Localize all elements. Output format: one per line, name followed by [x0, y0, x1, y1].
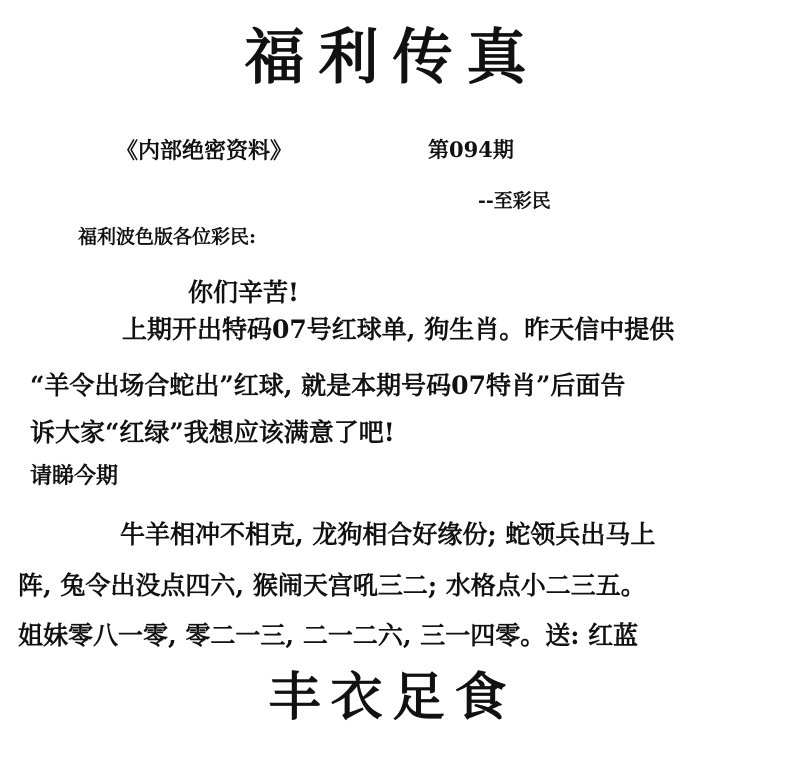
issue-number: 第094期: [428, 137, 514, 162]
document-subtitle: 《内部绝密资料》: [116, 138, 293, 164]
footer-slogan: 丰衣足食: [268, 667, 517, 728]
signature: --至彩民: [478, 190, 551, 212]
body-line-4: 诉大家“红绿”我想应该满意了吧!: [30, 418, 395, 447]
document-title: 福利传真: [244, 23, 541, 93]
body-line-1: 你们辛苦!: [188, 278, 299, 307]
body-line-6: 牛羊相冲不相克, 龙狗相合好缘份; 蛇领兵出马上: [120, 520, 656, 549]
body-line-3: “羊令出场合蛇出”红球, 就是本期号码07特肖”后面告: [30, 371, 626, 400]
body-line-8: 姐妹零八一零, 零二一三, 二一二六, 三一四零。送: 红蓝: [18, 621, 639, 650]
body-line-7: 阵, 兔令出没点四六, 猴闹天宫吼三二; 水格点小二三五。: [18, 571, 646, 600]
body-line-5: 请睇今期: [30, 463, 119, 489]
greeting: 福利波色版各位彩民:: [78, 226, 257, 248]
body-line-2: 上期开出特码07号红球单, 狗生肖。昨天信中提供: [122, 315, 675, 344]
